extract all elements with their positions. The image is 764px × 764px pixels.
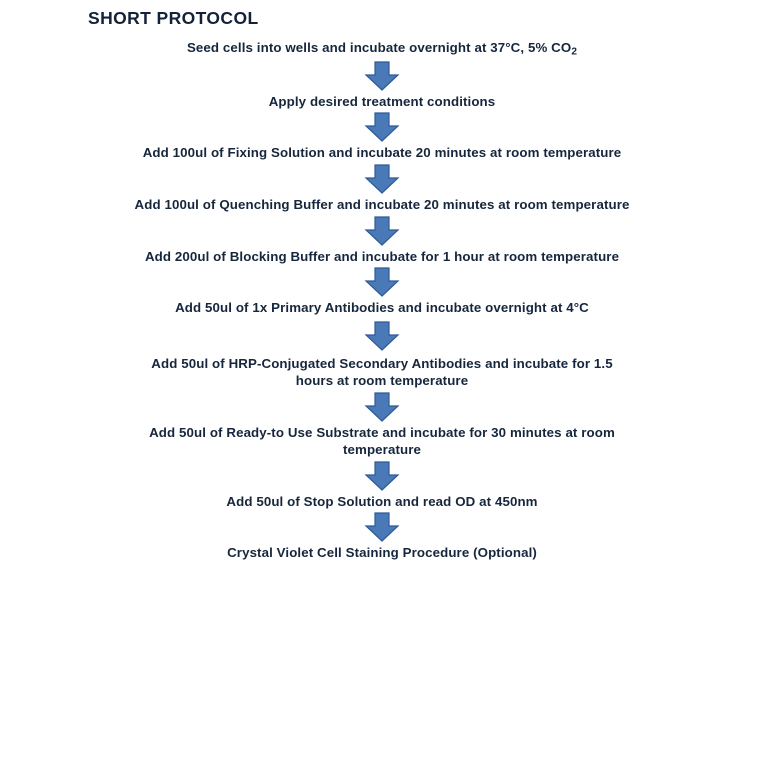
flow-arrow-2 <box>364 110 400 144</box>
down-arrow-icon <box>364 461 400 491</box>
flow-step-quenching-buffer <box>132 196 632 214</box>
flow-arrow-8 <box>364 459 400 493</box>
down-arrow-icon <box>364 392 400 422</box>
flow-step-label: Add 100ul of Quenching Buffer and incubate 20 minutes at room temperature <box>134 196 630 212</box>
flow-step-stop-solution <box>52 493 712 511</box>
flow-arrow-6 <box>364 317 400 355</box>
flow-step-substrate <box>132 424 632 459</box>
flow-arrow-1 <box>364 59 400 93</box>
down-arrow-icon <box>364 112 400 142</box>
flow-arrow-9 <box>364 510 400 544</box>
flow-arrow-5 <box>364 265 400 299</box>
flow-step-subscript: 2 <box>571 46 578 58</box>
flow-step-secondary-antibodies <box>132 355 632 390</box>
down-arrow-icon <box>364 61 400 91</box>
flow-step-apply-treatment <box>132 93 632 111</box>
flow-step-primary-antibodies <box>52 299 712 317</box>
down-arrow-icon <box>364 216 400 246</box>
down-arrow-icon <box>364 267 400 297</box>
flow-step-label: Seed cells into wells and incubate overnight at 37°C, 5% CO <box>186 40 572 55</box>
flow-arrow-4 <box>364 214 400 248</box>
down-arrow-icon <box>364 164 400 194</box>
down-arrow-icon <box>364 512 400 542</box>
down-arrow-icon <box>364 321 400 351</box>
flow-step-label: Apply desired treatment conditions <box>268 93 496 109</box>
flow-arrow-7 <box>364 390 400 424</box>
flow-step-label: Crystal Violet Cell Staining Procedure (Optional) <box>227 545 537 561</box>
flow-step-label: Add 50ul of 1x Primary Antibodies and incubate overnight at 4°C <box>175 300 589 316</box>
flow-step-label: Add 50ul of Stop Solution and read OD at 450nm <box>226 493 538 509</box>
flow-arrow-3 <box>364 162 400 196</box>
flow-step-label: Add 200ul of Blocking Buffer and incubate for 1 hour at room temperature <box>144 248 620 264</box>
flowchart <box>40 39 724 562</box>
flow-step-blocking-buffer <box>52 248 712 266</box>
flow-step-crystal-violet <box>52 544 712 562</box>
flow-step-fixing-solution <box>52 144 712 162</box>
flow-step-label: Add 50ul of HRP-Conjugated Secondary Antibodies and incubate for 1.5 hours at room temperature <box>151 355 613 389</box>
flow-step-label: Add 100ul of Fixing Solution and incubate 20 minutes at room temperature <box>142 145 622 161</box>
page-title: SHORT PROTOCOL <box>88 8 259 28</box>
flow-step-seed-cells <box>52 39 712 59</box>
flow-step-label: Add 50ul of Ready-to Use Substrate and incubate for 30 minutes at room temperature <box>149 424 615 458</box>
